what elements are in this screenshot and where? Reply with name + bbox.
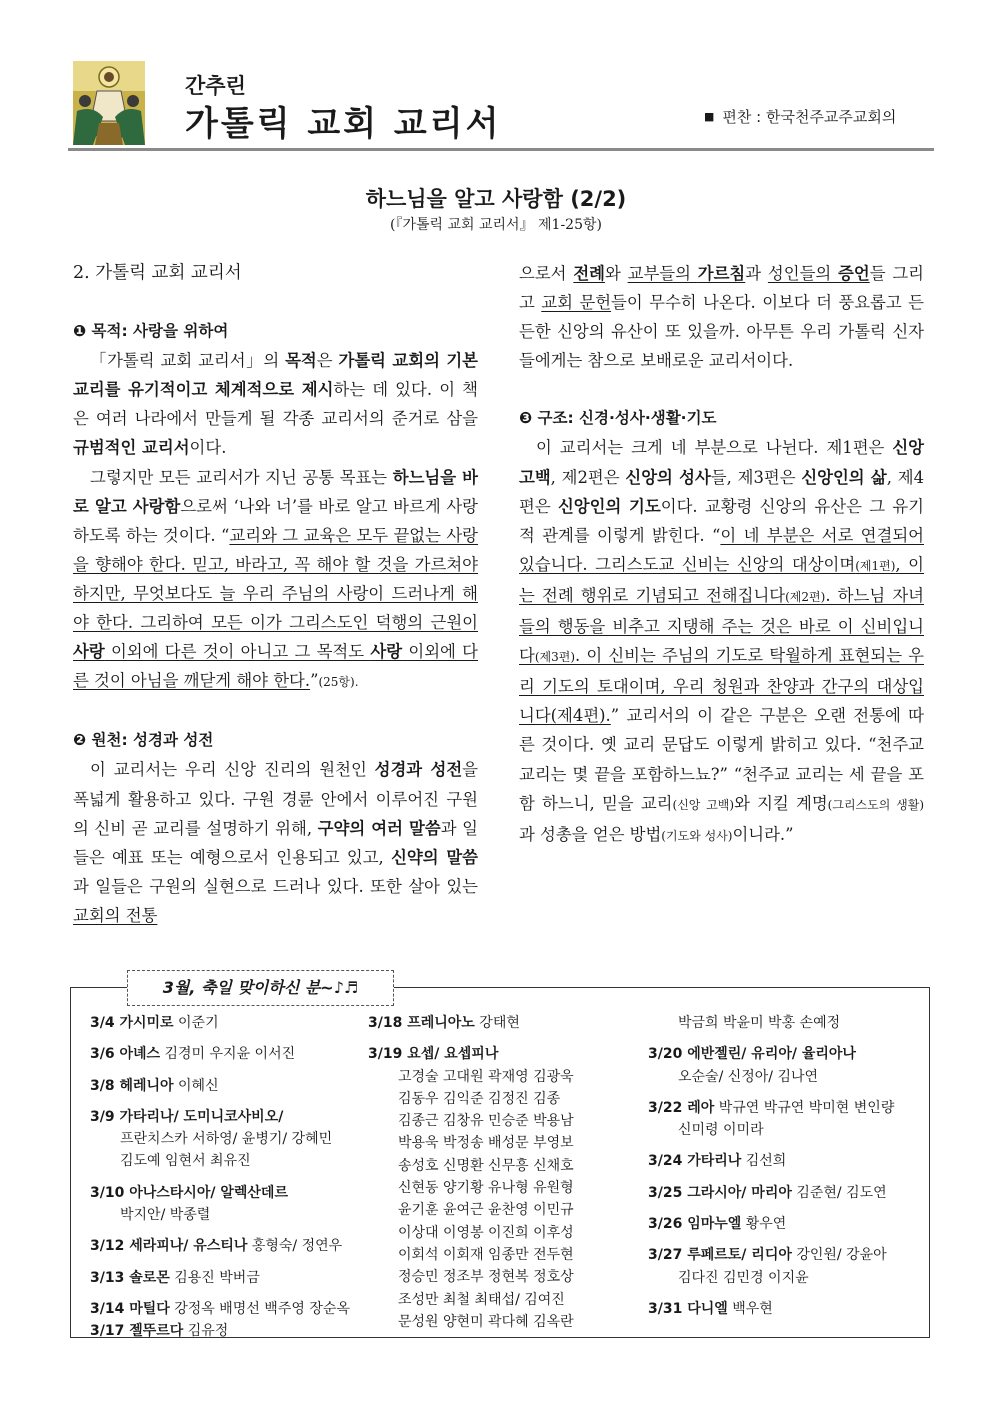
- text-run: . 하느님 자녀들의 행동을 비추고 지탱해 주는 것은 바로 이 신비입니다: [519, 585, 924, 666]
- section-3-paragraph: [519, 433, 924, 850]
- editor-credit: [704, 106, 896, 127]
- feast-saint: 3/25 그라시아/ 마리아: [648, 1184, 792, 1201]
- feast-entry-line: [648, 1150, 918, 1172]
- text-run: 신약의 말씀: [391, 847, 479, 867]
- feast-names: 김용진 박버금: [169, 1269, 260, 1286]
- feast-entry-line: [90, 1182, 360, 1204]
- spacer: [73, 288, 478, 317]
- text-run: (25항).: [318, 675, 359, 690]
- editor-text: 편찬 : 한국천주교주교회의: [722, 108, 897, 126]
- text-run: 이외에 다른 것이 아니고 그 목적도: [104, 642, 371, 662]
- text-run: 규범적인 교리서: [73, 438, 190, 458]
- feast-names: 강정옥 배명선 백주영 장순옥: [169, 1300, 350, 1317]
- text-run: 과 일들은 구원의 실현으로 드러나 있다. 또한 살아 있는: [73, 876, 478, 896]
- feast-entry-line: [648, 1097, 918, 1119]
- text-run: (제1편): [855, 558, 896, 573]
- left-column: [73, 259, 478, 930]
- section-1-heading: ❶ 목적: 사랑을 위하여: [73, 322, 229, 341]
- feast-saint: 3/10 아나스타시아/ 알렉산데르: [90, 1184, 288, 1201]
- text-run: 하는 데 있다. 이 책은 여러 나라에서 만들게 될 각종 교리서의 준거로 삼을: [73, 380, 478, 429]
- feast-saint: 3/17 젤뚜르다: [90, 1323, 184, 1340]
- feast-entry: [648, 1150, 918, 1172]
- feast-names-line: 신현동 양기황 유나형 유원형: [398, 1180, 574, 1197]
- feast-names-line: 김동우 김익준 김정진 김종: [398, 1090, 561, 1107]
- section-3-heading: ❸ 구조: 신경·성사·생활·기도: [519, 409, 717, 428]
- text-run: 이 교리서는 우리 신앙 진리의 원천인: [90, 760, 375, 780]
- feast-saint: 3/27 루페르토/ 리디아: [648, 1247, 792, 1264]
- feast-entry: [90, 1235, 360, 1257]
- right-column: [519, 259, 924, 851]
- feast-saint: 3/4 가시미로: [90, 1015, 174, 1031]
- feast-entry-line: [90, 1075, 360, 1097]
- section-2-heading: ❷ 원천: 성경과 성전: [73, 731, 214, 750]
- feast-entry-line: [648, 1244, 918, 1266]
- text-run: 과 일들은 예표 또는 예형으로서 인용되고 있고,: [73, 818, 478, 867]
- text-run: , 제4편은: [519, 467, 924, 516]
- feast-entry: [648, 1244, 918, 1289]
- feast-column-3: [648, 1012, 918, 1329]
- feast-names-line: 신미령 이미라: [678, 1122, 764, 1139]
- feast-saint: 3/19 요셉/ 요셉피나: [368, 1046, 499, 1063]
- text-run: 교리와 그 교육은 모두 끝없는 사랑을 향해야 한다. 믿고, 바라고, 꼭 해야 할 것을 가르쳐야 하지만, 무엇보다도 늘 우리 주님의 사랑이 드러나게 해야 한다. 그리하여 모든 이가 그리스도인 덕행의 근원이: [73, 525, 479, 633]
- feast-names-line: 이상대 이영봉 이진희 이후성: [398, 1224, 574, 1241]
- feast-saint: 3/12 세라피나/ 유스티나: [90, 1238, 248, 1255]
- feast-column-2: [368, 1012, 638, 1342]
- feast-saint: 3/18 프레니아노: [368, 1015, 475, 1031]
- feast-names-line: 정승민 정조부 정현복 정호상: [398, 1269, 574, 1286]
- text-run: 사랑: [73, 642, 105, 662]
- text-run: 교회의 전통: [73, 905, 158, 925]
- feast-names: 홍형숙/ 정연우: [247, 1238, 343, 1255]
- feast-names-line: 송성호 신명환 신무흥 신채호: [398, 1157, 574, 1174]
- text-run: 「가톨릭 교회 교리서」의: [90, 351, 286, 371]
- text-run: 증언: [838, 264, 870, 283]
- text-run: 이다.: [189, 438, 227, 458]
- feast-entry: [90, 1075, 360, 1097]
- feast-entry-line: [90, 1043, 360, 1065]
- feast-names-line: 고경술 고대원 곽재영 김광욱: [398, 1068, 574, 1085]
- text-run: 과: [745, 264, 768, 283]
- text-run: 와 지킬 계명: [734, 793, 828, 813]
- feast-entry-line: [648, 1043, 918, 1065]
- feast-saint: 3/13 솔로몬: [90, 1269, 170, 1286]
- text-run: 을 폭넓게 활용하고 있다. 구원 경륜 안에서 이루어진 구원의 신비 곧 교리를 설명하기 위해,: [73, 760, 479, 838]
- feast-names-line: 김도예 임현서 최유진: [120, 1153, 251, 1170]
- spacer: [519, 375, 924, 404]
- document-title: 가톨릭 교회 교리서: [185, 104, 502, 144]
- text-run: 이 네 부분은 서로 연결되어 있습니다. 그리스도교 신비는 신앙의 대상이며: [519, 525, 924, 574]
- feast-names-line: 이회석 이회재 임종만 전두현: [398, 1246, 574, 1263]
- chapter-heading: 2. 가톨릭 교회 교리서: [73, 263, 242, 283]
- feast-entry-line: [90, 1235, 360, 1257]
- feast-entry: [648, 1097, 918, 1142]
- text-run: 그렇지만 모든 교리서가 지닌 공통 목표는: [90, 467, 393, 487]
- text-run: 이다. 교황령 신앙의 유산은 그 유기적 관계를 이렇게 밝힌다. “: [519, 496, 924, 545]
- feast-entry-line: [368, 1043, 638, 1065]
- feast-names-line: 박용욱 박정송 배성문 부영보: [398, 1135, 574, 1152]
- feast-names: 강인원/ 강윤아: [791, 1247, 887, 1264]
- feast-saint: 3/9 가타리나/ 도미니코사비오/: [90, 1108, 284, 1125]
- feast-entry: [90, 1106, 360, 1173]
- text-run: (기도와 성사): [661, 828, 733, 843]
- feast-saint: 3/20 에반젤린/ 유리아/ 율리아나: [648, 1046, 856, 1063]
- feast-entry: [90, 1182, 360, 1227]
- feast-names: 김준현/ 김도연: [791, 1184, 887, 1201]
- feast-entry: [368, 1043, 638, 1333]
- section-1-paragraph-1: [73, 346, 478, 462]
- feast-names-line: 박지안/ 박종렬: [120, 1207, 211, 1224]
- feast-names-line: 문성원 양현미 곽다혜 김옥란: [398, 1313, 574, 1330]
- text-run: 성경과 성전: [374, 760, 463, 780]
- feast-entry: [648, 1298, 918, 1320]
- text-run: 신앙인의 삶: [801, 467, 887, 487]
- lesson-subtitle: (『가톨릭 교회 교리서』 제1-25항): [390, 217, 602, 233]
- feast-names-line: 윤기훈 윤여근 윤찬영 이민규: [398, 1202, 574, 1219]
- feast-entry-line: [90, 1106, 360, 1128]
- feast-saint: 3/24 가타리나: [648, 1153, 742, 1170]
- feast-saint: 3/8 헤레니아: [90, 1077, 174, 1094]
- feast-names: 김선희: [741, 1153, 787, 1170]
- text-run: , 이는 전례 행위로 기념되고 전해집니다: [519, 554, 924, 605]
- christ-and-apostles-illustration: [73, 61, 145, 145]
- text-run: 성인들의: [767, 264, 839, 283]
- text-run: 가르침: [697, 264, 746, 283]
- feast-names: 황우연: [741, 1216, 787, 1233]
- text-run: 하느님을 바로 알고 사랑함: [73, 467, 478, 516]
- feast-names: 김유정: [183, 1323, 229, 1340]
- section-1-paragraph-2: [73, 463, 478, 698]
- lesson-title: 하느님을 알고 사랑함 (2/2): [365, 187, 627, 211]
- header-logo-image: [73, 61, 145, 145]
- feast-entry: [648, 1012, 918, 1034]
- feast-entry-line: [648, 1298, 918, 1320]
- text-run: (제2편): [785, 589, 826, 604]
- text-run: (그리스도의 생활): [827, 797, 924, 812]
- feast-names: 이준기: [173, 1015, 219, 1031]
- text-run: . 이 신비는 주님의 기도로 탁월하게 표현되는 우리 기도의 토대이며, 우리 청원과 찬양과 간구의 대상입니다(제4편).: [519, 646, 924, 726]
- section-2-paragraph: [73, 755, 478, 930]
- feast-entry: [648, 1213, 918, 1235]
- feast-saint: 3/26 임마누엘: [648, 1216, 742, 1233]
- feast-entry: [90, 1267, 360, 1289]
- feast-names: 이혜신: [173, 1077, 219, 1094]
- feast-entry: [648, 1043, 918, 1088]
- feast-names-line: 박금희 박윤미 박홍 손예정: [678, 1015, 841, 1031]
- text-run: 들, 제3편은: [710, 467, 802, 487]
- feast-box-title: 3월, 축일 맞이하신 분~♪♬: [127, 970, 394, 1006]
- feast-entry-line: [90, 1320, 360, 1342]
- text-run: 구약의 여러 말씀: [317, 818, 441, 838]
- feast-names-line: 조성만 최철 최태섭/ 김여진: [398, 1291, 565, 1308]
- feast-entry: [90, 1043, 360, 1065]
- text-run: 이외에 다른 것이 아님을 깨닫게 해야 한다.: [73, 642, 478, 691]
- feast-entry-line: [90, 1012, 360, 1034]
- feast-names-line: 오순술/ 신정아/ 김나연: [678, 1068, 819, 1085]
- text-run: 전례: [573, 264, 605, 283]
- feast-names: 강태현: [474, 1015, 520, 1031]
- text-run: 신앙인의 기도: [557, 496, 661, 516]
- text-run: 가톨릭 교회의 기본 교리를 유기적이고 체계적으로 제시: [73, 351, 478, 400]
- feast-saint: 3/6 아녜스: [90, 1046, 161, 1063]
- text-run: 목적: [285, 351, 317, 371]
- feast-entry-line: [90, 1298, 360, 1320]
- series-label: 간추린: [185, 74, 246, 98]
- feast-saint: 3/22 레아: [648, 1099, 715, 1116]
- square-bullet-icon: ■: [704, 110, 715, 123]
- section-2-paragraph-continued: [519, 259, 924, 375]
- feast-column-1: [90, 1012, 360, 1352]
- text-run: 이 교리서는 크게 네 부분으로 나뉜다. 제1편은: [536, 438, 893, 458]
- spacer: [73, 697, 478, 726]
- feast-entry: [90, 1298, 360, 1320]
- feast-entry: [90, 1012, 360, 1034]
- feast-entry: [368, 1012, 638, 1034]
- text-run: 들이 무수히 나온다. 이보다 더 풍요롭고 든든한 신앙의 유산이 또 있을까. 아무튼 우리 가톨릭 신자들에게는 참으로 보배로운 교리서이다.: [519, 293, 924, 371]
- text-run: 은: [316, 351, 339, 371]
- text-run: (제3편): [534, 650, 576, 665]
- text-run: 으로써 ‘나와 너’를 바로 알고 바르게 사랑하도록 하는 것이다. “: [73, 496, 478, 545]
- feast-entry-line: [90, 1267, 360, 1289]
- feast-saint: 3/31 다니엘: [648, 1300, 728, 1317]
- feast-saint: 3/14 마틸다: [90, 1300, 170, 1317]
- text-run: 와: [604, 264, 628, 283]
- feast-entry-line: [368, 1012, 638, 1034]
- feast-names: 박규연 박규연 박미현 변인량: [714, 1099, 895, 1116]
- feast-entry-line: [648, 1182, 918, 1204]
- feast-names: 백우현: [727, 1300, 773, 1317]
- feast-entry: [648, 1182, 918, 1204]
- text-run: 사랑: [370, 642, 403, 662]
- feast-names-line: 김종근 김창유 민승준 박용남: [398, 1113, 574, 1130]
- text-run: 으로서: [519, 264, 574, 283]
- feast-entry: [90, 1320, 360, 1342]
- text-run: (신앙 고백): [672, 797, 735, 812]
- feast-names-line: 프란치스카 서하영/ 윤병기/ 강혜민: [120, 1131, 333, 1148]
- text-run: 신앙의 성사: [625, 467, 711, 487]
- text-run: 신앙 고백: [519, 438, 924, 487]
- header-divider: [68, 148, 934, 151]
- feast-names-line: 김다진 김민경 이지윤: [678, 1269, 809, 1286]
- text-run: ”: [310, 671, 319, 691]
- text-run: , 제2편은: [550, 467, 626, 487]
- feast-entry-line: [648, 1213, 918, 1235]
- text-run: 교부들의: [627, 264, 698, 283]
- text-run: 과 성총을 얻은 방법: [519, 824, 662, 844]
- text-run: 이니라.”: [732, 824, 794, 844]
- text-run: 교회 문헌: [541, 293, 612, 313]
- text-run: ” 교리서의 이 같은 구분은 오랜 전통에 따른 것이다. 옛 교리 문답도 이렇게 밝히고 있다. “천주교 교리는 몇 끝을 포함하느뇨?” “천주교 교리는 세 끝을 포함 하느니, 믿을 교리: [519, 706, 924, 813]
- text-run: 들 그리고: [519, 264, 925, 313]
- feast-names: 김경미 우지윤 이서진: [160, 1046, 296, 1063]
